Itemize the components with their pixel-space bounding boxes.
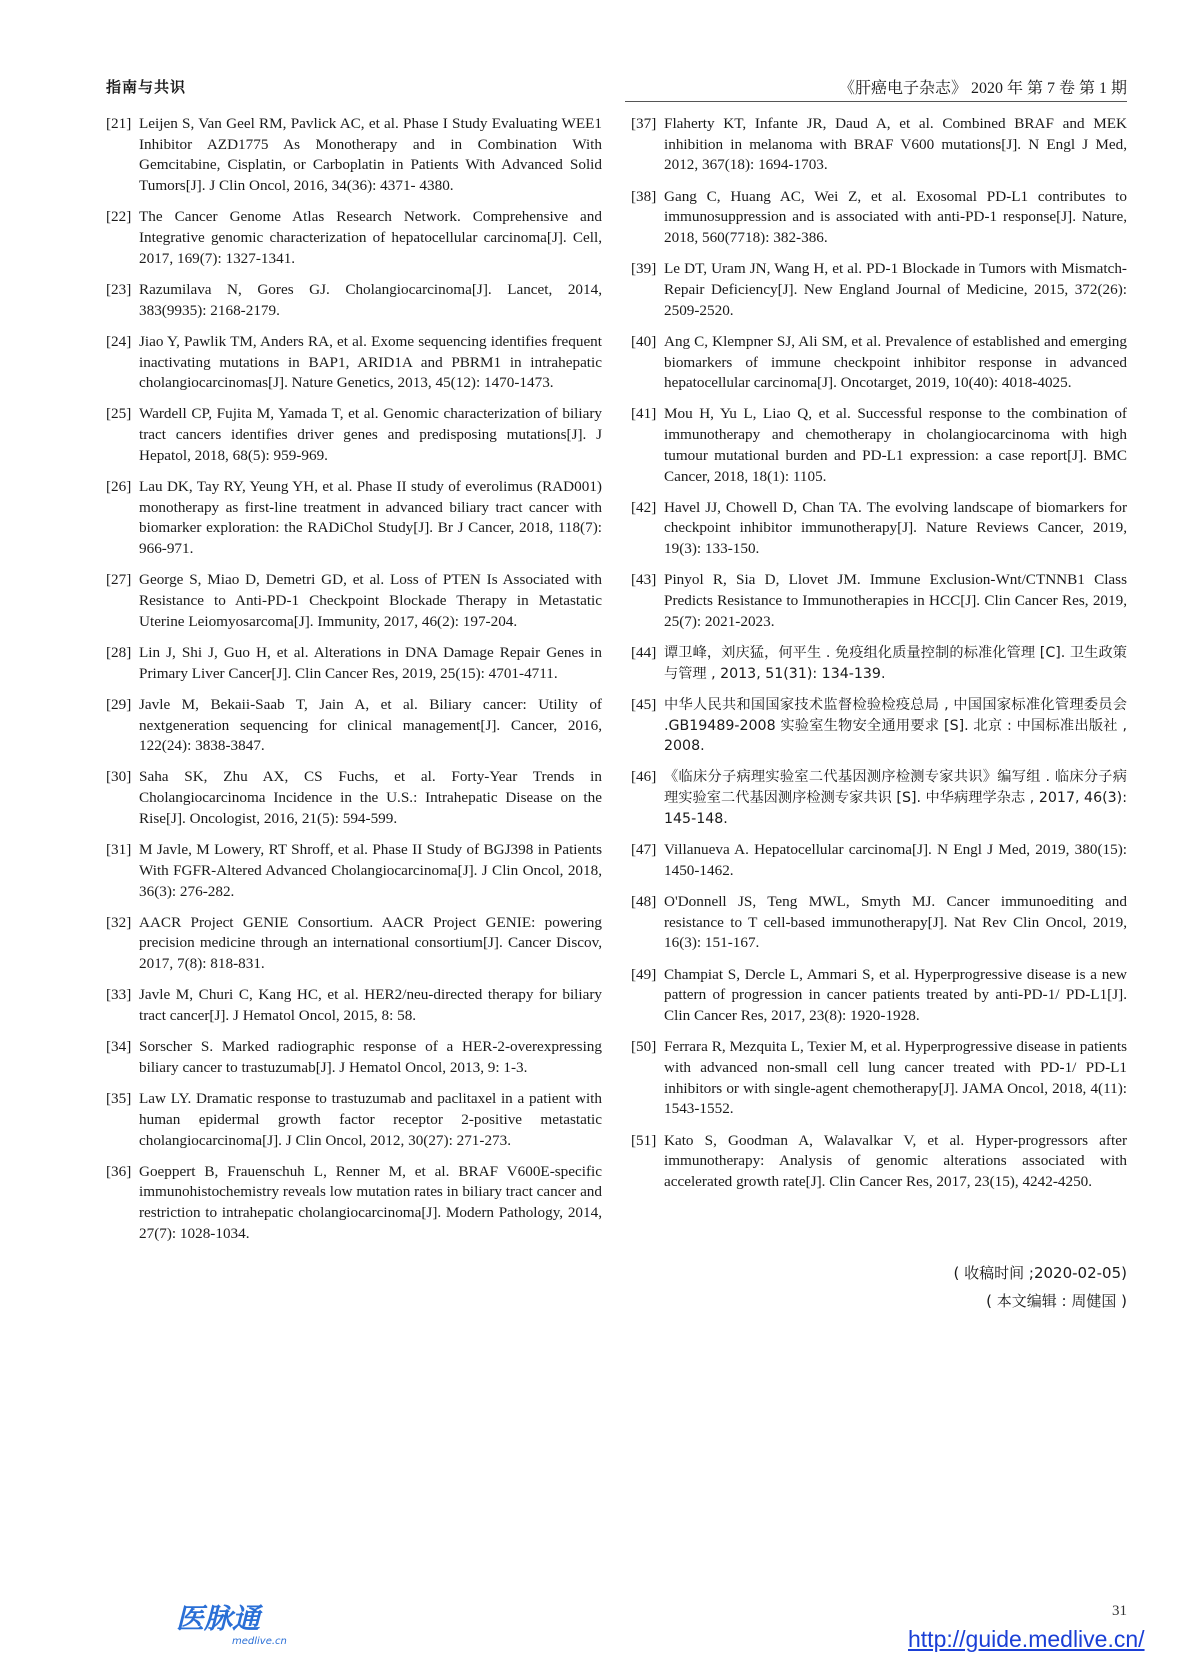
reference-number: [29] xyxy=(106,695,132,713)
reference-number: [24] xyxy=(106,332,132,350)
reference-number: [45] xyxy=(631,695,657,713)
reference-entry xyxy=(106,767,602,829)
reference-number: [23] xyxy=(106,280,132,298)
reference-entry xyxy=(106,985,602,1026)
reference-number: [25] xyxy=(106,405,132,423)
reference-entry xyxy=(631,1037,1127,1120)
reference-entry xyxy=(106,1037,602,1078)
references-right-column xyxy=(631,114,1127,1203)
reference-text: Lau DK, Tay RY, Yeung YH, et al. Phase II study of everolimus (RAD001) monotherapy as first-line treatment in advanced biliary tract cancer with biomarker exploration: the RADiChol Study[J]. Br J Cancer, 2018, 118(7): 966-971. xyxy=(139,478,602,558)
journal-issue: 《肝癌电子杂志》 2020 年 第 7 卷 第 1 期 xyxy=(838,80,1127,97)
reference-number: [33] xyxy=(106,986,132,1004)
reference-number: [34] xyxy=(106,1038,132,1056)
reference-text: Sorscher S. Marked radiographic response of a HER-2-overexpressing biliary cancer to trastuzumab[J]. J Hematol Oncol, 2013, 9: 1-3. xyxy=(139,1038,602,1076)
reference-text: Jiao Y, Pawlik TM, Anders RA, et al. Exome sequencing identifies frequent inactivating mutations in BAP1, ARID1A and PBRM1 in intrahepatic cholangiocarcinomas[J]. Nature Genetics, 2013, 45(12): 1470-1473. xyxy=(139,332,602,392)
reference-entry xyxy=(106,913,602,975)
reference-entry xyxy=(106,570,602,632)
reference-number: [43] xyxy=(631,571,657,589)
reference-entry xyxy=(631,187,1127,249)
reference-number: [44] xyxy=(631,643,657,661)
reference-number: [28] xyxy=(106,643,132,661)
reference-text: Champiat S, Dercle L, Ammari S, et al. Hyperprogressive disease is a new pattern of progression in cancer patients treated by anti-PD-1/ PD-L1[J]. Clin Cancer Res, 2017, 23(8): 1920-1928. xyxy=(664,965,1127,1025)
reference-number: [40] xyxy=(631,332,657,350)
reference-entry xyxy=(106,840,602,902)
reference-entry xyxy=(631,643,1127,684)
reference-text: George S, Miao D, Demetri GD, et al. Loss of PTEN Is Associated with Resistance to Anti-PD-1 Checkpoint Blockade Therapy in Metastatic Uterine Leiomyosarcoma[J]. Immunity, 2017, 46(2): 197-204. xyxy=(139,571,602,630)
reference-entry xyxy=(631,965,1127,1027)
page-number: 31 xyxy=(1112,1603,1127,1619)
reference-text: Goeppert B, Frauenschuh L, Renner M, et al. BRAF V600E-specific immunohistochemistry reveals low mutation rates in biliary tract cancer and restriction to intrahepatic cholangiocarcinoma[J]. Modern Pathology, 2014, 27(7): 1028-1034. xyxy=(139,1162,602,1242)
reference-entry xyxy=(631,404,1127,487)
reference-text: Kato S, Goodman A, Walavalkar V, et al. Hyper-progressors after immunotherapy: Analysis of genomic alterations associated with accelerated growth rate[J]. Clin Cancer Res, 2017, 23(15), 4242-4250. xyxy=(664,1131,1127,1190)
reference-entry xyxy=(631,498,1127,560)
reference-entry xyxy=(106,695,602,757)
editor-credit: ( 本文编辑 : 周健国 ) xyxy=(986,1292,1127,1310)
reference-text: Javle M, Churi C, Kang HC, et al. HER2/neu-directed therapy for biliary tract cancer[J]. J Hematol Oncol, 2015, 8: 58. xyxy=(139,986,602,1025)
reference-text: Ang C, Klempner SJ, Ali SM, et al. Prevalence of established and emerging biomarkers of immune checkpoint inhibitor response in advanced hepatocellular carcinoma[J]. Oncotarget, 2019, 10(40): 4018-4025. xyxy=(664,332,1127,392)
reference-number: [32] xyxy=(106,913,132,931)
medlive-logo xyxy=(176,1596,316,1648)
references-left-column xyxy=(106,114,602,1255)
reference-number: [49] xyxy=(631,965,657,983)
reference-entry xyxy=(631,259,1127,321)
reference-text: Saha SK, Zhu AX, CS Fuchs, et al. Forty-Year Trends in Cholangiocarcinoma Incidence in the U.S.: Intrahepatic Disease on the Rise[J]. Oncologist, 2016, 21(5): 594-599. xyxy=(139,768,602,827)
reference-text: 中华人民共和国国家技术监督检验检疫总局 , 中国国家标准化管理委员会 .GB19489-2008 实验室生物安全通用要求 [S]. 北京 : 中国标准出版社 , 2008. xyxy=(664,696,1127,755)
reference-entry xyxy=(106,477,602,560)
reference-text: Law LY. Dramatic response to trastuzumab and paclitaxel in a patient with human epidermal growth factor receptor 2-positive metastatic cholangiocarcinoma[J]. J Clin Oncol, 2012, 30(27): 271-273. xyxy=(139,1090,602,1149)
reference-number: [36] xyxy=(106,1162,132,1180)
reference-number: [27] xyxy=(106,571,132,589)
reference-number: [31] xyxy=(106,841,132,859)
section-label: 指南与共识 xyxy=(106,78,187,96)
header-divider xyxy=(625,101,1127,102)
reference-entry xyxy=(106,1089,602,1151)
reference-text: Leijen S, Van Geel RM, Pavlick AC, et al. Phase I Study Evaluating WEE1 Inhibitor AZD1775 As Monotherapy and in Combination With Gemcitabine, Cisplatin, or Carboplatin in Patients With Advanced Solid Tumors[J]. J Clin Oncol, 2016, 34(36): 4371- 4380. xyxy=(139,115,602,195)
reference-entry xyxy=(631,570,1127,632)
reference-text: 《临床分子病理实验室二代基因测序检测专家共识》编写组 . 临床分子病理实验室二代基因测序检测专家共识 [S]. 中华病理学杂志 , 2017, 46(3): 145-148. xyxy=(664,769,1127,827)
reference-number: [42] xyxy=(631,498,657,516)
reference-entry xyxy=(631,114,1127,176)
reference-entry xyxy=(106,404,602,466)
reference-number: [41] xyxy=(631,405,657,423)
reference-text: Mou H, Yu L, Liao Q, et al. Successful response to the combination of immunotherapy and chemotherapy in cholangiocarcinoma with high tumour mutational burden and PD-L1 expression: a case report[J]. BMC Cancer, 2018, 18(1): 1105. xyxy=(664,405,1127,485)
reference-entry xyxy=(106,280,602,321)
reference-number: [47] xyxy=(631,841,657,859)
reference-entry xyxy=(106,207,602,269)
reference-text: AACR Project GENIE Consortium. AACR Project GENIE: powering precision medicine through an international consortium[J]. Cancer Discov, 2017, 7(8): 818-831. xyxy=(139,913,602,973)
reference-entry xyxy=(106,332,602,394)
reference-number: [38] xyxy=(631,187,657,205)
reference-text: Gang C, Huang AC, Wei Z, et al. Exosomal PD-L1 contributes to immunosuppression and is associated with anti-PD-1 response[J]. Nature, 2018, 560(7718): 382-386. xyxy=(664,187,1127,247)
reference-entry xyxy=(106,114,602,197)
reference-text: Pinyol R, Sia D, Llovet JM. Immune Exclusion-Wnt/CTNNB1 Class Predicts Resistance to Immunotherapies in HCC[J]. Clin Cancer Res, 2019, 25(7): 2021-2023. xyxy=(664,571,1127,630)
reference-number: [39] xyxy=(631,260,657,278)
reference-entry xyxy=(631,767,1127,829)
reference-number: [46] xyxy=(631,768,657,786)
reference-entry xyxy=(631,332,1127,394)
reference-text: Lin J, Shi J, Guo H, et al. Alterations in DNA Damage Repair Genes in Primary Liver Cancer[J]. Clin Cancer Res, 2019, 25(15): 4701-4711. xyxy=(139,643,602,682)
reference-number: [21] xyxy=(106,115,132,132)
reference-entry xyxy=(106,1162,602,1245)
reference-text: Javle M, Bekaii-Saab T, Jain A, et al. Biliary cancer: Utility of nextgeneration sequencing for clinical management[J]. Cancer, 2016, 122(24): 3838-3847. xyxy=(139,695,602,755)
received-date: ( 收稿时间 ;2020-02-05) xyxy=(953,1264,1127,1282)
reference-entry xyxy=(106,643,602,684)
reference-number: [35] xyxy=(106,1090,132,1108)
reference-text: Villanueva A. Hepatocellular carcinoma[J]. N Engl J Med, 2019, 380(15): 1450-1462. xyxy=(664,841,1127,879)
reference-text: Razumilava N, Gores GJ. Cholangiocarcinoma[J]. Lancet, 2014, 383(9935): 2168-2179. xyxy=(139,280,602,319)
reference-number: [22] xyxy=(106,208,132,226)
reference-number: [26] xyxy=(106,478,132,496)
reference-number: [48] xyxy=(631,893,657,910)
reference-text: Wardell CP, Fujita M, Yamada T, et al. Genomic characterization of biliary tract cancers identifies driver genes and predisposing mutations[J]. J Hepatol, 2018, 68(5): 959-969. xyxy=(139,405,602,464)
reference-entry xyxy=(631,695,1127,757)
reference-text: The Cancer Genome Atlas Research Network. Comprehensive and Integrative genomic characterization of hepatocellular carcinoma[J]. Cell, 2017, 169(7): 1327-1341. xyxy=(139,208,602,267)
reference-number: [37] xyxy=(631,115,657,132)
logo-subtext: medlive.cn xyxy=(232,1636,287,1647)
reference-text: Havel JJ, Chowell D, Chan TA. The evolving landscape of biomarkers for checkpoint inhibitor immunotherapy[J]. Nature Reviews Cancer, 2019, 19(3): 133-150. xyxy=(664,498,1127,558)
reference-text: Flaherty KT, Infante JR, Daud A, et al. Combined BRAF and MEK inhibition in melanoma with BRAF V600 mutations[J]. N Engl J Med, 2012, 367(18): 1694-1703. xyxy=(664,115,1127,174)
reference-number: [30] xyxy=(106,768,132,786)
reference-text: Ferrara R, Mezquita L, Texier M, et al. Hyperprogressive disease in patients with advanced non-small cell lung cancer treated with PD-1/ PD-L1 inhibitors or with single-agent chemotherapy[J]. JAMA Oncol, 2018, 4(11): 1543-1552. xyxy=(664,1038,1127,1118)
reference-number: [51] xyxy=(631,1131,657,1149)
reference-entry xyxy=(631,1131,1127,1193)
reference-number: [50] xyxy=(631,1038,657,1056)
guide-url-link[interactable]: http://guide.medlive.cn/ xyxy=(908,1626,1145,1652)
reference-text: O'Donnell JS, Teng MWL, Smyth MJ. Cancer immunoediting and resistance to T cell-based immunotherapy[J]. Nat Rev Clin Oncol, 2019, 16(3): 151-167. xyxy=(664,893,1127,952)
reference-text: 谭卫峰，刘庆猛，何平生 . 免疫组化质量控制的标准化管理 [C]. 卫生政策与管理 , 2013, 51(31): 134-139. xyxy=(664,644,1127,682)
reference-text: Le DT, Uram JN, Wang H, et al. PD-1 Blockade in Tumors with Mismatch-Repair Deficiency[J]. New England Journal of Medicine, 2015, 372(26): 2509-2520. xyxy=(664,260,1127,319)
reference-text: M Javle, M Lowery, RT Shroff, et al. Phase II Study of BGJ398 in Patients With FGFR-Altered Advanced Cholangiocarcinoma[J]. J Clin Oncol, 2018, 36(3): 276-282. xyxy=(139,841,602,900)
reference-entry xyxy=(631,892,1127,954)
logo-text: 医脉通 xyxy=(176,1602,261,1635)
reference-entry xyxy=(631,840,1127,881)
